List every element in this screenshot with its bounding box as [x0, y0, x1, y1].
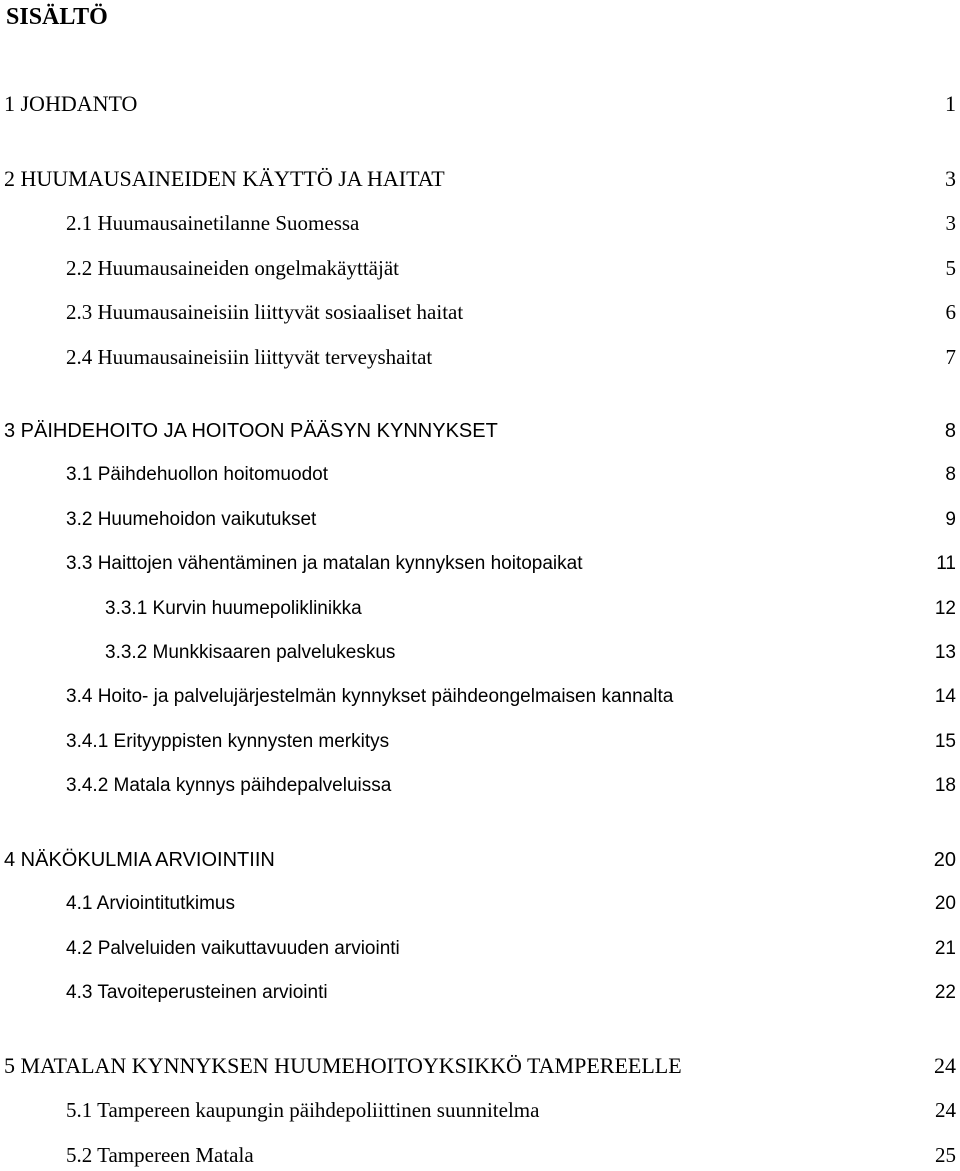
toc-entry-4[interactable] [0, 845, 960, 875]
toc-entry-2-4[interactable] [0, 342, 960, 372]
toc-entry-3-2[interactable] [0, 505, 960, 535]
toc-entry-label[interactable]: 2 HUUMAUSAINEIDEN KÄYTTÖ JA HAITAT [4, 166, 445, 191]
toc-entry-3-3[interactable] [0, 549, 960, 579]
toc-entry-1[interactable] [0, 89, 960, 119]
toc-entry-label[interactable]: 5.2 Tampereen Matala [66, 1143, 254, 1167]
toc-entry-page: 6 [945, 300, 956, 324]
toc-title: SISÄLTÖ [6, 4, 108, 30]
toc-entry-5[interactable] [0, 1051, 960, 1081]
toc-entry-3-3-2[interactable] [0, 638, 960, 668]
toc-entry-label[interactable]: 2.1 Huumausainetilanne Suomessa [66, 211, 360, 235]
toc-entry-2-1[interactable] [0, 208, 960, 238]
toc-entry-page: 25 [935, 1143, 956, 1167]
toc-entry-label[interactable]: 5 MATALAN KYNNYKSEN HUUMEHOITOYKSIKKÖ TAMPEREELLE [4, 1053, 682, 1078]
toc-entry-label[interactable]: 2.4 Huumausaineisiin liittyvät terveyshaitat [66, 345, 433, 369]
toc-entry-label[interactable]: 3.4 Hoito- ja palvelujärjestelmän kynnykset päihdeongelmaisen kannalta [66, 686, 674, 707]
toc-entry-2-2[interactable] [0, 253, 960, 283]
toc-entry-page: 21 [934, 938, 956, 959]
toc-entry-page: 8 [944, 420, 956, 442]
toc-entry-page: 24 [935, 1098, 956, 1122]
toc-entry-label[interactable]: 4.2 Palveluiden vaikuttavuuden arviointi [66, 938, 400, 959]
toc-entry-label[interactable]: 3 PÄIHDEHOITO JA HOITOON PÄÄSYN KYNNYKSET [4, 420, 498, 442]
toc-entry-label[interactable]: 3.3.1 Kurvin huumepoliklinikka [105, 598, 362, 619]
toc-entry-label[interactable]: 3.3 Haittojen vähentäminen ja matalan kynnyksen hoitopaikat [66, 553, 583, 574]
toc-entry-page: 12 [934, 598, 956, 619]
toc-entry-4-2[interactable] [0, 934, 960, 964]
toc-entry-page: 20 [933, 849, 956, 871]
toc-entry-3-4-2[interactable] [0, 771, 960, 801]
toc-entry-page: 7 [945, 345, 956, 369]
toc-entry-3-4-1[interactable] [0, 727, 960, 757]
toc-entry-page: 22 [934, 982, 956, 1003]
toc-entry-3-1[interactable] [0, 460, 960, 490]
toc-entry-2-3[interactable] [0, 297, 960, 327]
toc-entry-label[interactable]: 1 JOHDANTO [4, 91, 138, 116]
toc-entry-label[interactable]: 2.3 Huumausaineisiin liittyvät sosiaaliset haitat [66, 300, 464, 324]
toc-entry-page: 24 [934, 1053, 956, 1078]
toc-entry-3-3-1[interactable] [0, 594, 960, 624]
toc-entry-page: 3 [945, 211, 956, 235]
toc-entry-label[interactable]: 3.4.2 Matala kynnys päihdepalveluissa [66, 775, 392, 796]
toc-entry-page: 11 [936, 553, 956, 574]
toc-entry-5-1[interactable] [0, 1095, 960, 1125]
toc-entry-2[interactable] [0, 164, 960, 194]
toc-entry-4-1[interactable] [0, 889, 960, 919]
toc-entry-label[interactable]: 4.1 Arviointitutkimus [66, 893, 235, 914]
toc-entry-page: 14 [934, 686, 956, 707]
toc-entry-page: 20 [934, 893, 956, 914]
toc-entry-3-4[interactable] [0, 682, 960, 712]
toc-entry-4-3[interactable] [0, 978, 960, 1008]
toc-entry-label[interactable]: 3.2 Huumehoidon vaikutukset [66, 509, 317, 530]
toc-entry-label[interactable]: 2.2 Huumausaineiden ongelmakäyttäjät [66, 256, 399, 280]
toc-entry-page: 13 [934, 642, 956, 663]
toc-entry-page: 3 [945, 166, 956, 191]
toc-entry-5-2[interactable] [0, 1140, 960, 1170]
toc-entry-label[interactable]: 4.3 Tavoiteperusteinen arviointi [66, 982, 328, 1003]
toc-entry-page: 9 [945, 509, 956, 530]
toc-entry-label[interactable]: 3.3.2 Munkkisaaren palvelukeskus [105, 642, 396, 663]
toc-entry-page: 5 [945, 256, 956, 280]
toc-entry-page: 15 [934, 731, 956, 752]
toc-entry-label[interactable]: 4 NÄKÖKULMIA ARVIOINTIIN [4, 849, 275, 871]
toc-entry-3[interactable] [0, 416, 960, 446]
toc-entry-page: 18 [934, 775, 956, 796]
toc-entry-label[interactable]: 5.1 Tampereen kaupungin päihdepoliittinen suunnitelma [66, 1098, 540, 1122]
toc-entry-label[interactable]: 3.4.1 Erityyppisten kynnysten merkitys [66, 731, 390, 752]
toc-entry-page: 1 [945, 91, 956, 116]
toc-entry-page: 8 [945, 464, 956, 485]
toc-entry-label[interactable]: 3.1 Päihdehuollon hoitomuodot [66, 464, 328, 485]
